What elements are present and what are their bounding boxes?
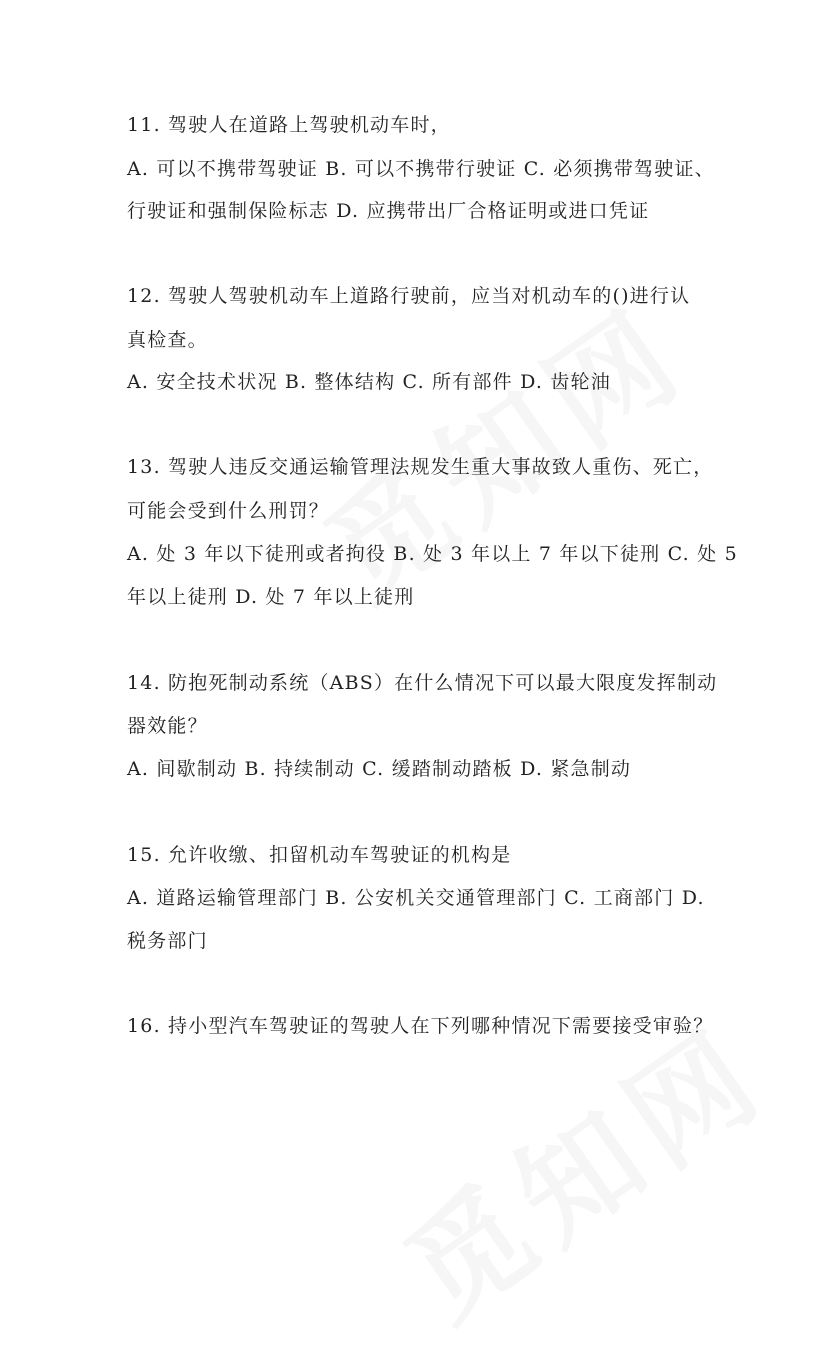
question-15-options-continued: 税务部门 [127,930,208,952]
question-16-stem: 16. 持小型汽车驾驶证的驾驶人在下列哪种情况下需要接受审验？ [127,1015,714,1037]
question-14-stem-continued: 器效能？ [127,715,208,737]
question-15-stem: 15. 允许收缴、扣留机动车驾驶证的机构是 [127,844,512,866]
question-14-stem: 14. 防抱死制动系统（ABS）在什么情况下可以最大限度发挥制动 [127,672,718,694]
question-13-options: A. 处 3 年以下徒刑或者拘役 B. 处 3 年以上 7 年以下徒刑 C. 处 5 [127,543,738,565]
question-15-options: A. 道路运输管理部门 B. 公安机关交通管理部门 C. 工商部门 D. [127,887,705,909]
question-13-options-continued: 年以上徒刑 D. 处 7 年以上徒刑 [127,586,415,608]
question-14-options: A. 间歇制动 B. 持续制动 C. 缓踏制动踏板 D. 紧急制动 [127,758,632,780]
question-12-options: A. 安全技术状况 B. 整体结构 C. 所有部件 D. 齿轮油 [127,371,611,393]
question-11-options: A. 可以不携带驾驶证 B. 可以不携带行驶证 C. 必须携带驾驶证、 [127,158,715,180]
question-12-stem-continued: 真检查。 [127,329,208,351]
watermark [287,260,715,631]
question-13-stem-continued: 可能会受到什么刑罚？ [127,500,330,522]
question-11-options-continued: 行驶证和强制保险标志 D. 应携带出厂合格证明或进口凭证 [127,200,650,222]
question-11-stem: 11. 驾驶人在道路上驾驶机动车时， [127,114,451,136]
question-13-stem: 13. 驾驶人违反交通运输管理法规发生重大事故致人重伤、死亡， [127,456,714,478]
question-12-stem: 12. 驾驶人驾驶机动车上道路行驶前，应当对机动车的()进行认 [127,285,691,307]
